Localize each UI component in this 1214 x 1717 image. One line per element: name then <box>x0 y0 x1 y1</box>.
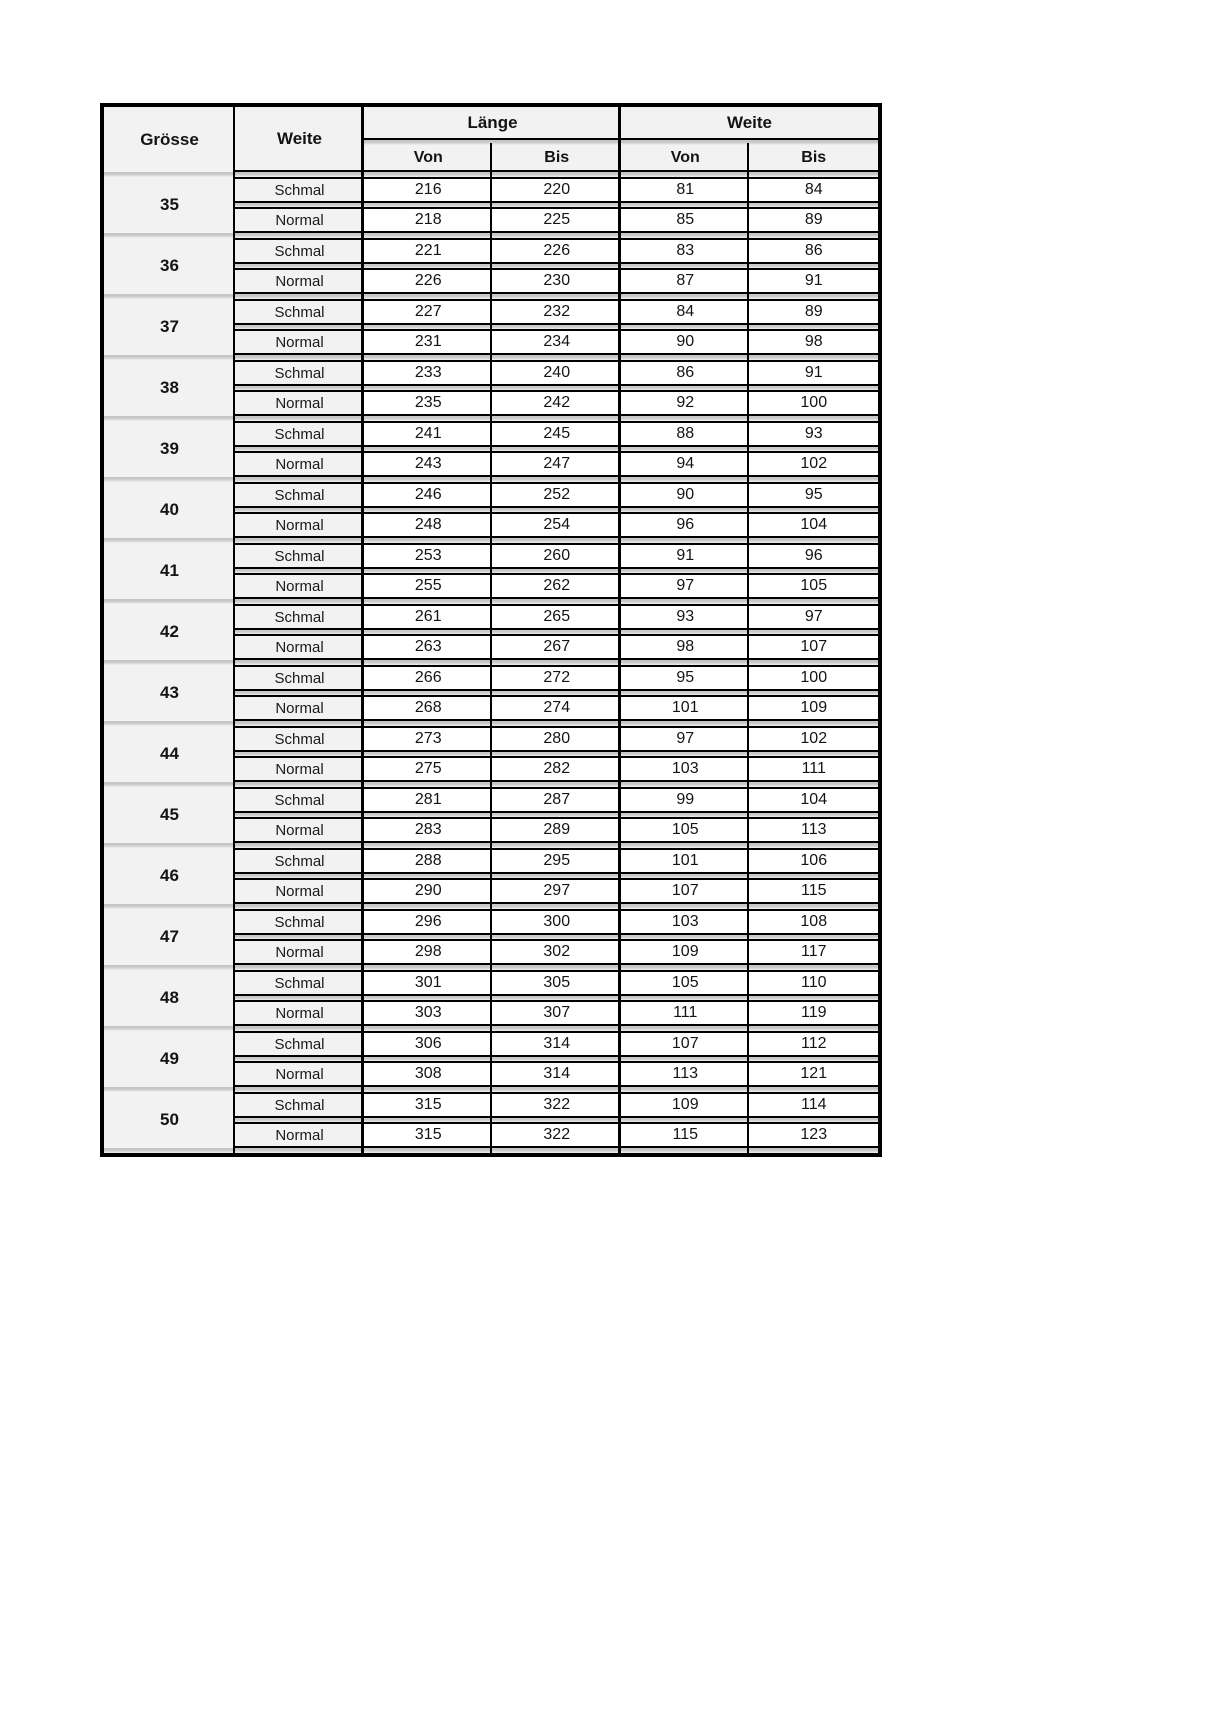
value-cell: 295 <box>493 850 622 872</box>
value-cell: 275 <box>364 758 493 780</box>
size-cell: 46 <box>104 848 235 904</box>
value-cell: 268 <box>364 697 493 719</box>
value-cell: 107 <box>621 1033 750 1055</box>
header-weite-bis: Bis <box>750 145 879 170</box>
width-label: Schmal <box>235 728 364 750</box>
column-border-line <box>618 107 621 1153</box>
value-cell: 272 <box>493 667 622 689</box>
value-cell: 103 <box>621 911 750 933</box>
value-cell: 101 <box>621 850 750 872</box>
header-group-laenge <box>364 107 621 172</box>
value-cell: 241 <box>364 423 493 445</box>
value-cell: 315 <box>364 1094 493 1116</box>
value-cell: 101 <box>621 697 750 719</box>
size-group-rows <box>235 726 878 782</box>
value-cell: 305 <box>493 972 622 994</box>
width-label: Normal <box>235 453 364 475</box>
value-cell: 113 <box>621 1063 750 1085</box>
value-cell: 301 <box>364 972 493 994</box>
value-cell: 262 <box>493 575 622 597</box>
width-label: Schmal <box>235 179 364 201</box>
value-cell: 322 <box>493 1124 622 1146</box>
header-weite-von: Von <box>621 145 750 170</box>
width-label: Schmal <box>235 423 364 445</box>
width-label: Schmal <box>235 667 364 689</box>
table-row-normal <box>235 1122 878 1148</box>
size-cell: 43 <box>104 665 235 721</box>
value-cell: 267 <box>493 636 622 658</box>
width-label: Schmal <box>235 1094 364 1116</box>
value-cell: 226 <box>364 270 493 292</box>
table-row-schmal <box>235 360 878 386</box>
table-row-normal <box>235 756 878 782</box>
value-cell: 84 <box>750 179 879 201</box>
table-row-normal <box>235 939 878 965</box>
table-row-normal <box>235 268 878 294</box>
size-cell: 38 <box>104 360 235 416</box>
header-laenge-von: Von <box>364 145 493 170</box>
value-cell: 121 <box>750 1063 879 1085</box>
size-group-rows <box>235 360 878 416</box>
width-label: Normal <box>235 270 364 292</box>
value-cell: 90 <box>621 484 750 506</box>
width-label: Normal <box>235 636 364 658</box>
size-cell: 37 <box>104 299 235 355</box>
value-cell: 302 <box>493 941 622 963</box>
value-cell: 300 <box>493 911 622 933</box>
value-cell: 95 <box>621 667 750 689</box>
value-cell: 114 <box>750 1094 879 1116</box>
value-cell: 89 <box>750 209 879 231</box>
size-group-rows <box>235 1031 878 1087</box>
table-row-schmal <box>235 726 878 752</box>
value-cell: 307 <box>493 1002 622 1024</box>
width-label: Normal <box>235 880 364 902</box>
size-cell: 49 <box>104 1031 235 1087</box>
value-cell: 84 <box>621 301 750 323</box>
value-cell: 255 <box>364 575 493 597</box>
value-cell: 111 <box>750 758 879 780</box>
table-row-schmal <box>235 1092 878 1118</box>
value-cell: 111 <box>621 1002 750 1024</box>
value-cell: 110 <box>750 972 879 994</box>
value-cell: 261 <box>364 606 493 628</box>
value-cell: 83 <box>621 240 750 262</box>
value-cell: 233 <box>364 362 493 384</box>
size-group-rows <box>235 909 878 965</box>
value-cell: 242 <box>493 392 622 414</box>
size-cell: 35 <box>104 177 235 233</box>
size-cell: 36 <box>104 238 235 294</box>
value-cell: 274 <box>493 697 622 719</box>
size-group-rows <box>235 177 878 233</box>
table-row-normal <box>235 878 878 904</box>
value-cell: 216 <box>364 179 493 201</box>
value-cell: 87 <box>621 270 750 292</box>
size-cell: 39 <box>104 421 235 477</box>
value-cell: 90 <box>621 331 750 353</box>
width-label: Schmal <box>235 240 364 262</box>
value-cell: 288 <box>364 850 493 872</box>
size-group-rows <box>235 665 878 721</box>
value-cell: 97 <box>621 575 750 597</box>
value-cell: 281 <box>364 789 493 811</box>
width-label: Normal <box>235 331 364 353</box>
value-cell: 95 <box>750 484 879 506</box>
value-cell: 91 <box>750 362 879 384</box>
value-cell: 231 <box>364 331 493 353</box>
value-cell: 81 <box>621 179 750 201</box>
width-label: Schmal <box>235 301 364 323</box>
value-cell: 280 <box>493 728 622 750</box>
value-cell: 93 <box>621 606 750 628</box>
header-laenge-bis: Bis <box>493 145 622 170</box>
header-grosse: Grösse <box>104 107 235 172</box>
size-group-rows <box>235 299 878 355</box>
header-weite: Weite <box>235 107 364 172</box>
size-group-rows <box>235 482 878 538</box>
table-row-schmal <box>235 1031 878 1057</box>
value-cell: 247 <box>493 453 622 475</box>
size-chart-table <box>100 103 882 1157</box>
size-cell: 41 <box>104 543 235 599</box>
column-border-line <box>490 143 492 1153</box>
value-cell: 235 <box>364 392 493 414</box>
value-cell: 230 <box>493 270 622 292</box>
value-cell: 105 <box>621 972 750 994</box>
size-group-rows <box>235 787 878 843</box>
table-row-normal <box>235 1000 878 1026</box>
header-laenge: Länge <box>364 107 621 140</box>
width-label: Schmal <box>235 789 364 811</box>
value-cell: 113 <box>750 819 879 841</box>
table-row-schmal <box>235 238 878 264</box>
value-cell: 96 <box>750 545 879 567</box>
value-cell: 290 <box>364 880 493 902</box>
table-row-schmal <box>235 909 878 935</box>
value-cell: 100 <box>750 667 879 689</box>
width-label: Schmal <box>235 606 364 628</box>
table-row-normal <box>235 695 878 721</box>
width-label: Normal <box>235 392 364 414</box>
value-cell: 282 <box>493 758 622 780</box>
size-group-rows <box>235 1092 878 1148</box>
value-cell: 86 <box>750 240 879 262</box>
value-cell: 248 <box>364 514 493 536</box>
value-cell: 322 <box>493 1094 622 1116</box>
table-row-schmal <box>235 421 878 447</box>
width-label: Schmal <box>235 850 364 872</box>
value-cell: 98 <box>621 636 750 658</box>
value-cell: 115 <box>750 880 879 902</box>
value-cell: 109 <box>621 941 750 963</box>
size-group-rows <box>235 543 878 599</box>
size-group-rows <box>235 238 878 294</box>
value-cell: 108 <box>750 911 879 933</box>
table-row-schmal <box>235 299 878 325</box>
value-cell: 104 <box>750 789 879 811</box>
value-cell: 97 <box>621 728 750 750</box>
value-cell: 273 <box>364 728 493 750</box>
width-label: Schmal <box>235 545 364 567</box>
table-row-schmal <box>235 177 878 203</box>
table-row-normal <box>235 512 878 538</box>
value-cell: 266 <box>364 667 493 689</box>
value-cell: 104 <box>750 514 879 536</box>
table-row-normal <box>235 390 878 416</box>
width-label: Normal <box>235 1063 364 1085</box>
table-row-normal <box>235 451 878 477</box>
value-cell: 218 <box>364 209 493 231</box>
table-row-normal <box>235 634 878 660</box>
table-row-normal <box>235 817 878 843</box>
value-cell: 102 <box>750 453 879 475</box>
size-group-rows <box>235 970 878 1026</box>
value-cell: 265 <box>493 606 622 628</box>
table-row-normal <box>235 573 878 599</box>
value-cell: 106 <box>750 850 879 872</box>
size-cell: 42 <box>104 604 235 660</box>
width-label: Schmal <box>235 972 364 994</box>
size-group-rows <box>235 848 878 904</box>
width-label: Schmal <box>235 484 364 506</box>
size-cell: 47 <box>104 909 235 965</box>
value-cell: 298 <box>364 941 493 963</box>
table-row-normal <box>235 1061 878 1087</box>
value-cell: 227 <box>364 301 493 323</box>
table-row-schmal <box>235 482 878 508</box>
size-cell: 44 <box>104 726 235 782</box>
value-cell: 243 <box>364 453 493 475</box>
value-cell: 107 <box>750 636 879 658</box>
width-label: Normal <box>235 514 364 536</box>
value-cell: 314 <box>493 1033 622 1055</box>
value-cell: 94 <box>621 453 750 475</box>
value-cell: 107 <box>621 880 750 902</box>
value-cell: 112 <box>750 1033 879 1055</box>
value-cell: 100 <box>750 392 879 414</box>
value-cell: 117 <box>750 941 879 963</box>
value-cell: 91 <box>621 545 750 567</box>
value-cell: 123 <box>750 1124 879 1146</box>
width-label: Normal <box>235 1002 364 1024</box>
width-label: Normal <box>235 819 364 841</box>
size-cell: 48 <box>104 970 235 1026</box>
value-cell: 289 <box>493 819 622 841</box>
value-cell: 283 <box>364 819 493 841</box>
value-cell: 245 <box>493 423 622 445</box>
value-cell: 221 <box>364 240 493 262</box>
header-weite-group: Weite <box>621 107 878 140</box>
table-row-normal <box>235 329 878 355</box>
width-label: Normal <box>235 1124 364 1146</box>
value-cell: 93 <box>750 423 879 445</box>
value-cell: 220 <box>493 179 622 201</box>
value-cell: 109 <box>750 697 879 719</box>
value-cell: 89 <box>750 301 879 323</box>
table-row-schmal <box>235 848 878 874</box>
value-cell: 240 <box>493 362 622 384</box>
table-row-normal <box>235 207 878 233</box>
value-cell: 254 <box>493 514 622 536</box>
width-label: Normal <box>235 209 364 231</box>
value-cell: 308 <box>364 1063 493 1085</box>
value-cell: 232 <box>493 301 622 323</box>
value-cell: 85 <box>621 209 750 231</box>
column-border-line <box>233 107 235 1153</box>
header-subrow-laenge <box>364 145 621 170</box>
value-cell: 86 <box>621 362 750 384</box>
header-group-weite <box>621 107 878 172</box>
value-cell: 263 <box>364 636 493 658</box>
value-cell: 297 <box>493 880 622 902</box>
column-border-line <box>361 107 364 1153</box>
size-cell: 45 <box>104 787 235 843</box>
value-cell: 303 <box>364 1002 493 1024</box>
table-row-schmal <box>235 970 878 996</box>
width-label: Schmal <box>235 911 364 933</box>
value-cell: 105 <box>750 575 879 597</box>
size-group-rows <box>235 604 878 660</box>
value-cell: 88 <box>621 423 750 445</box>
value-cell: 98 <box>750 331 879 353</box>
value-cell: 119 <box>750 1002 879 1024</box>
value-cell: 246 <box>364 484 493 506</box>
value-cell: 252 <box>493 484 622 506</box>
value-cell: 234 <box>493 331 622 353</box>
value-cell: 91 <box>750 270 879 292</box>
value-cell: 226 <box>493 240 622 262</box>
size-cell: 40 <box>104 482 235 538</box>
value-cell: 296 <box>364 911 493 933</box>
value-cell: 260 <box>493 545 622 567</box>
value-cell: 315 <box>364 1124 493 1146</box>
value-cell: 115 <box>621 1124 750 1146</box>
value-cell: 105 <box>621 819 750 841</box>
value-cell: 287 <box>493 789 622 811</box>
width-label: Normal <box>235 758 364 780</box>
width-label: Normal <box>235 697 364 719</box>
value-cell: 314 <box>493 1063 622 1085</box>
value-cell: 99 <box>621 789 750 811</box>
value-cell: 253 <box>364 545 493 567</box>
width-label: Schmal <box>235 362 364 384</box>
table-row-schmal <box>235 543 878 569</box>
width-label: Normal <box>235 575 364 597</box>
value-cell: 109 <box>621 1094 750 1116</box>
value-cell: 225 <box>493 209 622 231</box>
column-border-line <box>747 143 749 1153</box>
value-cell: 97 <box>750 606 879 628</box>
value-cell: 102 <box>750 728 879 750</box>
width-label: Schmal <box>235 1033 364 1055</box>
table-row-schmal <box>235 604 878 630</box>
table-row-schmal <box>235 787 878 813</box>
header-subrow-weite <box>621 145 878 170</box>
value-cell: 92 <box>621 392 750 414</box>
table-row-schmal <box>235 665 878 691</box>
value-cell: 103 <box>621 758 750 780</box>
size-cell: 50 <box>104 1092 235 1148</box>
value-cell: 306 <box>364 1033 493 1055</box>
width-label: Normal <box>235 941 364 963</box>
size-group-rows <box>235 421 878 477</box>
value-cell: 96 <box>621 514 750 536</box>
